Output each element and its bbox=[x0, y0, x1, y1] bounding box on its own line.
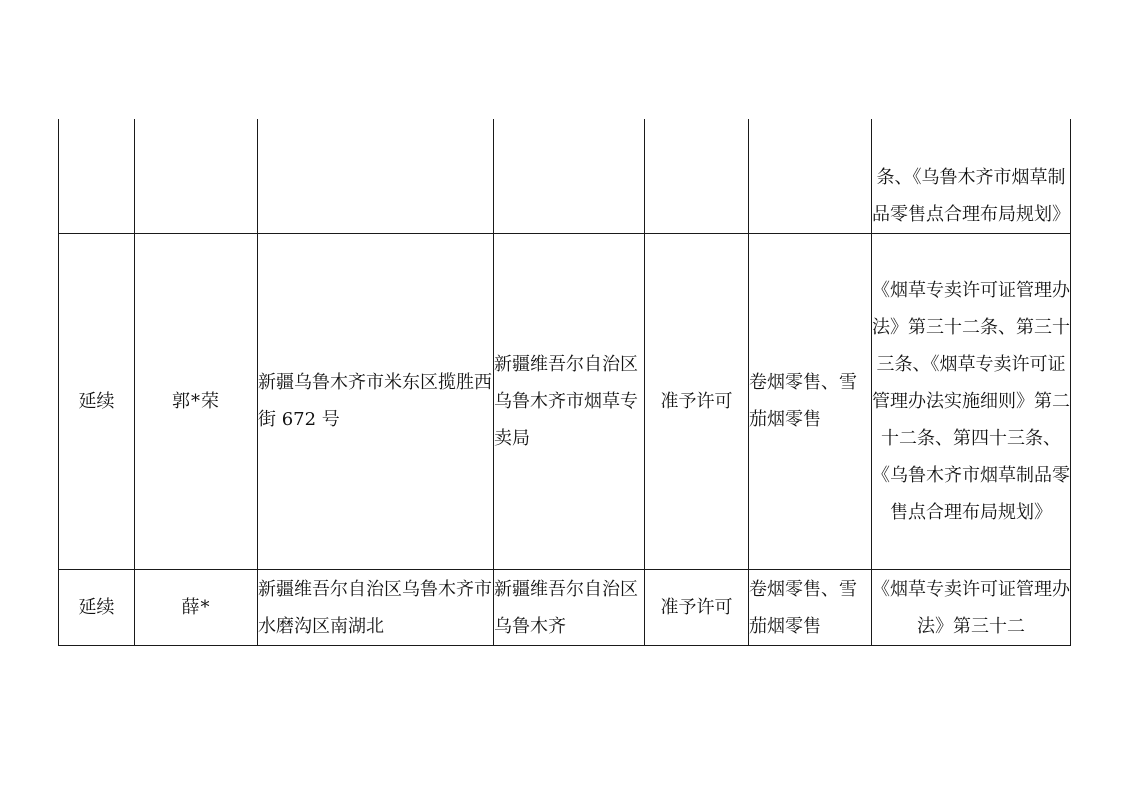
address-text: 新疆维吾尔自治区乌鲁木齐市水磨沟区南湖北 bbox=[258, 578, 492, 637]
authority-text: 新疆维吾尔自治区乌鲁木齐 bbox=[494, 578, 638, 637]
cell-business-scope bbox=[749, 569, 872, 645]
cell-legal-basis: 《烟草专卖许可证管理办法》第三十二条、第三十三条、《烟草专卖许可证管理办法实施细则》第二十二条、第四十三条、《乌鲁木齐市烟草制品零售点合理布局规划》 bbox=[872, 233, 1071, 569]
applicant-name-text: 郭*荣 bbox=[172, 390, 220, 412]
table-row bbox=[59, 569, 1071, 645]
cell-decision bbox=[645, 119, 749, 233]
cell-decision: 准予许可 bbox=[645, 569, 749, 645]
basis-text: 《烟草专卖许可证管理办法》第三十二 bbox=[872, 578, 1070, 637]
cell-business-address: 新疆乌鲁木齐市米东区揽胜西街 672 号 bbox=[258, 233, 494, 569]
cell-business-scope bbox=[749, 119, 872, 233]
cell-business-address bbox=[258, 119, 494, 233]
permit-table bbox=[58, 119, 1071, 646]
cell-license-type bbox=[59, 119, 135, 233]
applicant-name-text: 薛* bbox=[181, 596, 211, 618]
table-row bbox=[59, 119, 1071, 233]
cell-decision: 准予许可 bbox=[645, 233, 749, 569]
cell-issuing-authority bbox=[494, 569, 645, 645]
scope-text: 卷烟零售、雪茄烟零售 bbox=[749, 578, 857, 637]
cell-legal-basis: 条、《乌鲁木齐市烟草制品零售点合理布局规划》 bbox=[872, 119, 1071, 233]
cell-applicant-name bbox=[135, 119, 258, 233]
cell-applicant-name bbox=[135, 233, 258, 569]
cell-legal-basis bbox=[872, 569, 1071, 645]
cell-applicant-name bbox=[135, 569, 258, 645]
cell-issuing-authority: 新疆维吾尔自治区乌鲁木齐市烟草专卖局 bbox=[494, 233, 645, 569]
cell-license-type: 延续 bbox=[59, 569, 135, 645]
cell-license-type: 延续 bbox=[59, 233, 135, 569]
table-row bbox=[59, 233, 1071, 569]
cell-business-address bbox=[258, 569, 494, 645]
cell-issuing-authority bbox=[494, 119, 645, 233]
cell-business-scope: 卷烟零售、雪茄烟零售 bbox=[749, 233, 872, 569]
